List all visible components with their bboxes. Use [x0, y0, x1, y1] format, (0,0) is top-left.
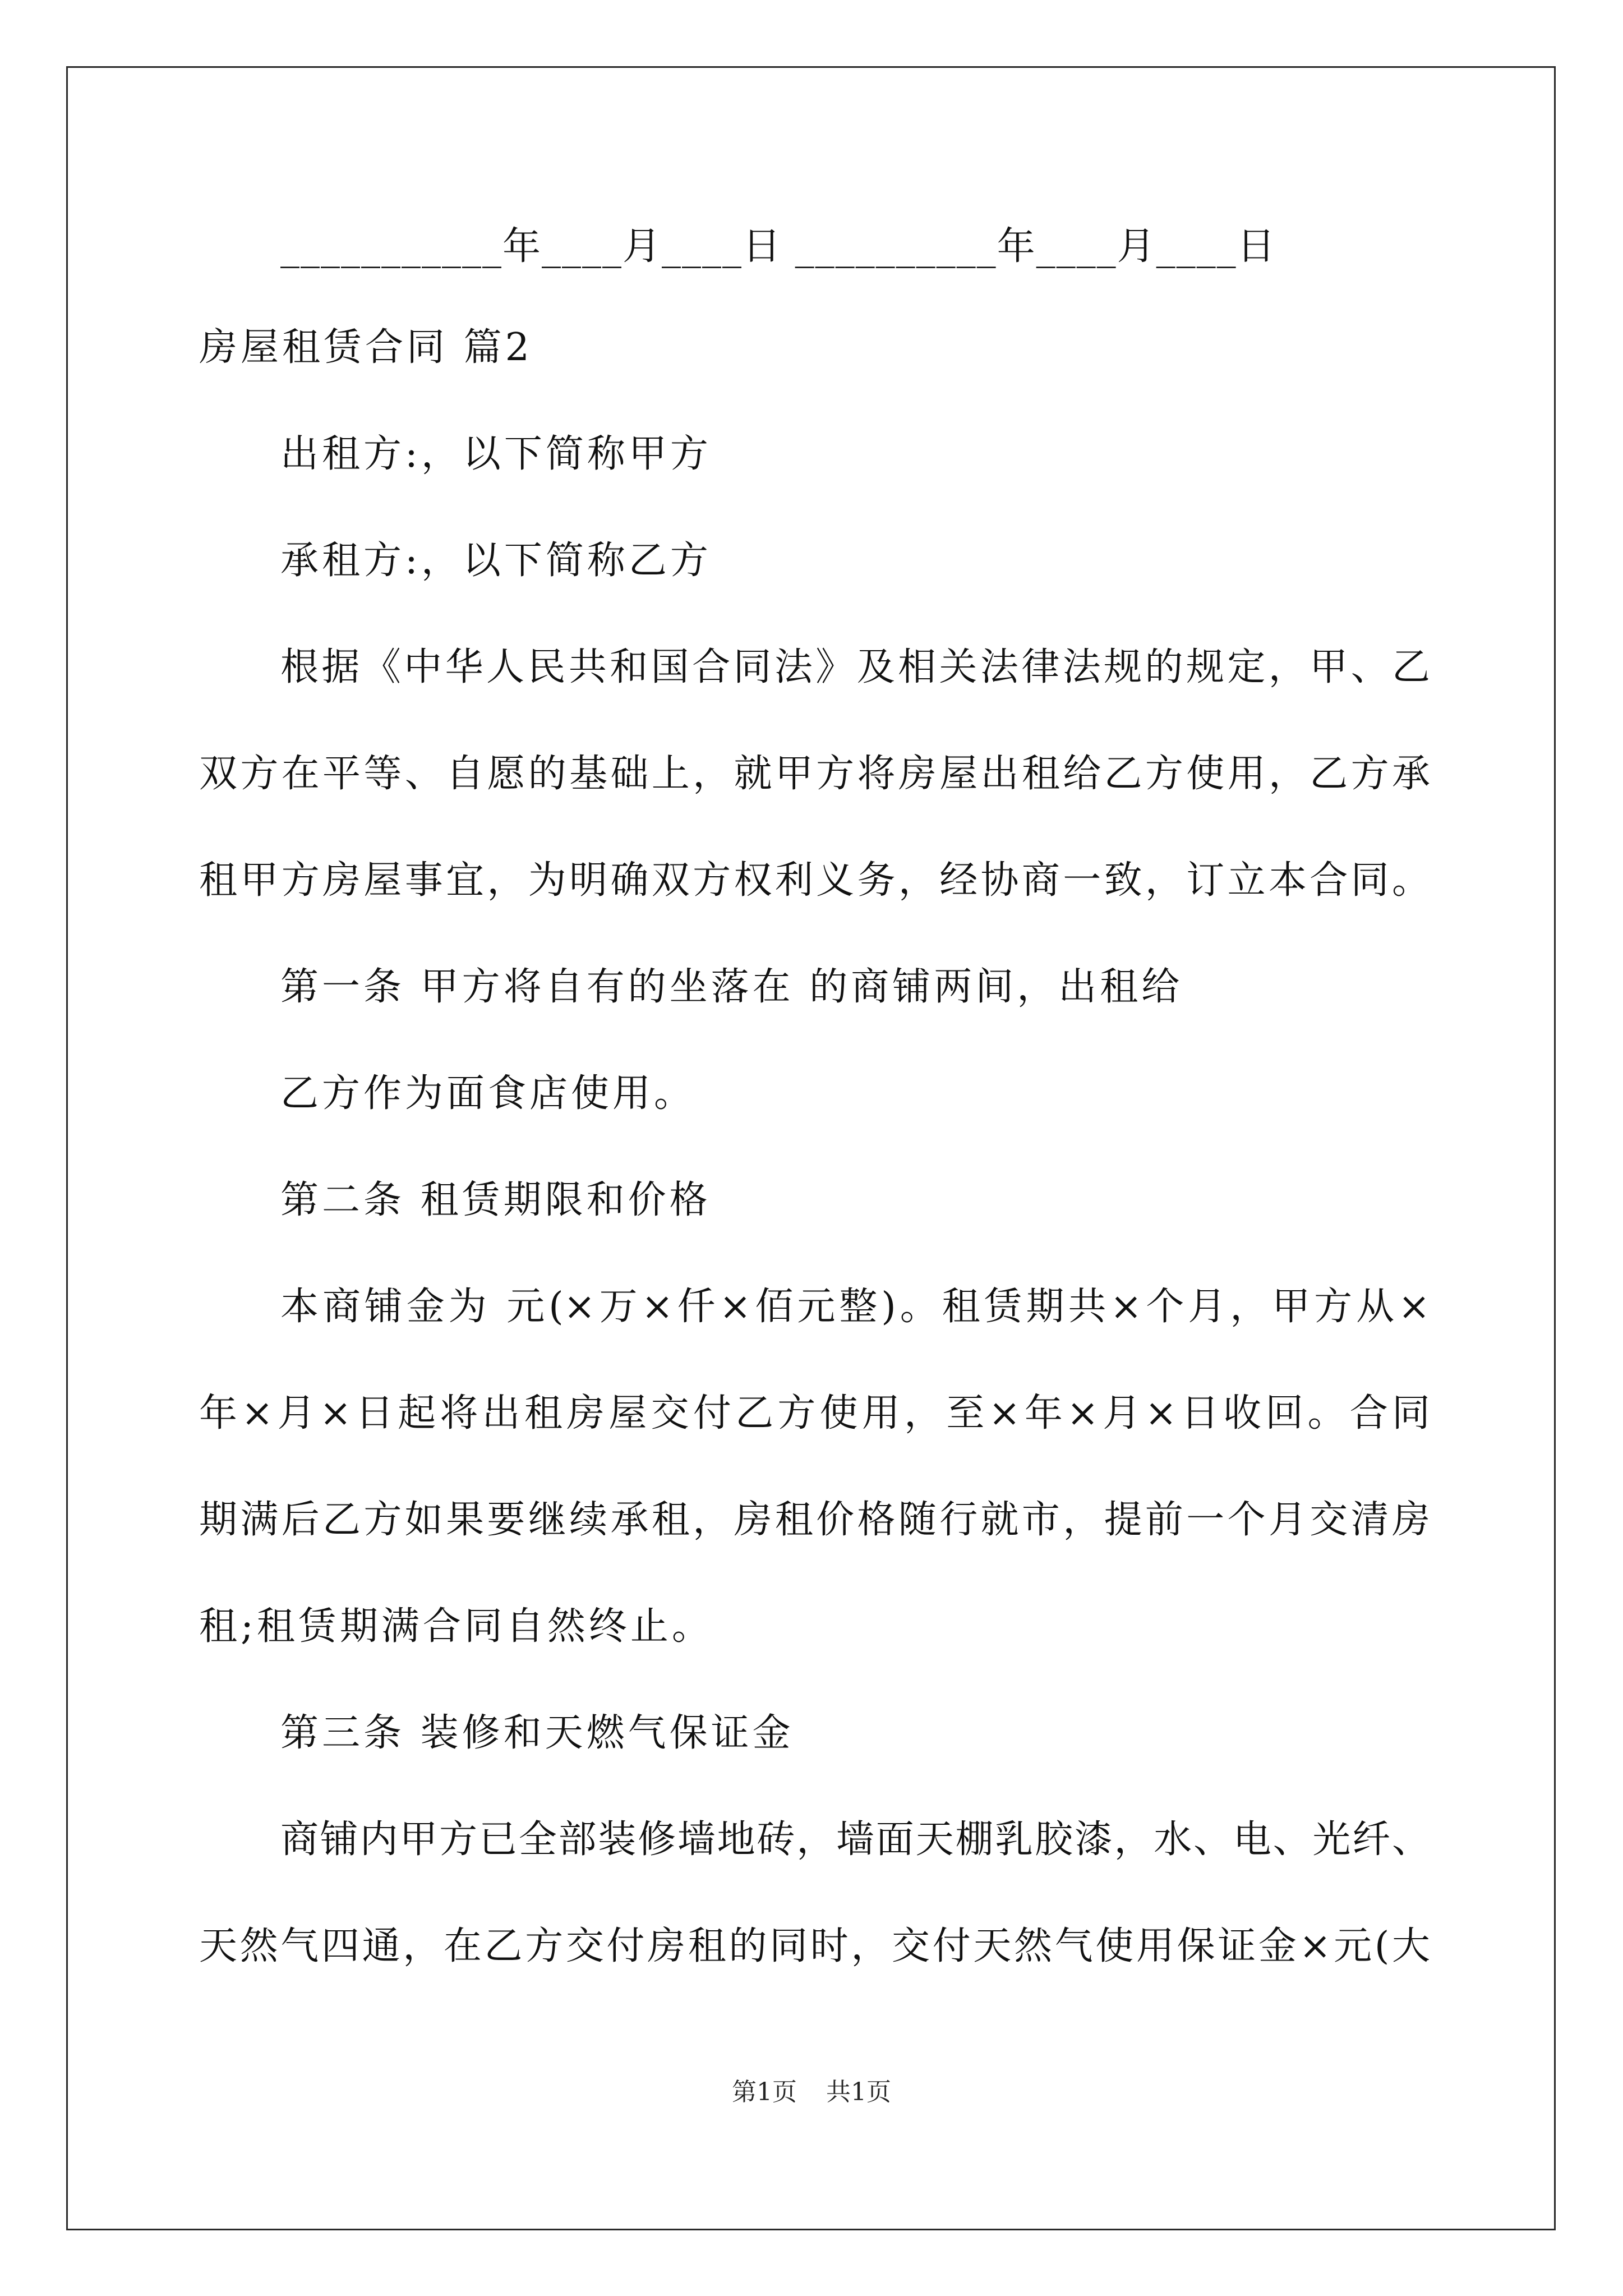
paragraph-article2-line-4: 租;租赁期满合同自然终止。 [199, 1604, 713, 1649]
paragraph-article2-line-2: 年×月×日起将出租房屋交付乙方使用，至×年×月×日收回。合同 [199, 1391, 1430, 1435]
section-title: 房屋租赁合同 篇2 [199, 325, 533, 370]
paragraph-article2-line-1: 本商铺金为 元(×万×仟×佰元整)。租赁期共×个月，甲方从× [280, 1285, 1430, 1329]
paragraph-lessee: 承租方:，以下简称乙方 [280, 539, 712, 583]
paragraph-article1-line-2: 乙方作为面食店使用。 [280, 1071, 696, 1116]
paragraph-preamble-line-2: 双方在平等、自愿的基础上，就甲方将房屋出租给乙方使用，乙方承 [199, 752, 1430, 796]
paragraph-article2-line-3: 期满后乙方如果要继续承租，房租价格随行就市，提前一个月交清房 [199, 1498, 1430, 1542]
page-number-total: 共1页 [826, 2078, 891, 2106]
paragraph-preamble-line-1: 根据《中华人民共和国合同法》及相关法律法规的规定，甲、乙 [280, 645, 1430, 689]
paragraph-article1-line-1: 第一条 甲方将自有的坐落在 的商铺两间，出租给 [280, 965, 1183, 1009]
paragraph-lessor: 出租方:，以下简称甲方 [280, 432, 712, 476]
page-number-current: 第1页 [732, 2078, 797, 2106]
paragraph-article3-line-1: 商铺内甲方已全部装修墙地砖，墙面天棚乳胶漆，水、电、光纤、 [280, 1818, 1430, 1862]
paragraph-preamble-line-3: 租甲方房屋事宜，为明确双方权利义务，经协商一致，订立本合同。 [199, 858, 1430, 903]
page-footer [0, 2077, 1623, 2108]
signature-date-line: ___________年____月____日 __________年____月____日 [280, 224, 1276, 269]
article3-heading: 第三条 装修和天燃气保证金 [280, 1711, 794, 1755]
page-border [66, 66, 1556, 2230]
paragraph-article3-line-2: 天然气四通，在乙方交付房租的同时，交付天然气使用保证金×元(大 [199, 1924, 1430, 1968]
article2-heading: 第二条 租赁期限和价格 [280, 1178, 711, 1222]
